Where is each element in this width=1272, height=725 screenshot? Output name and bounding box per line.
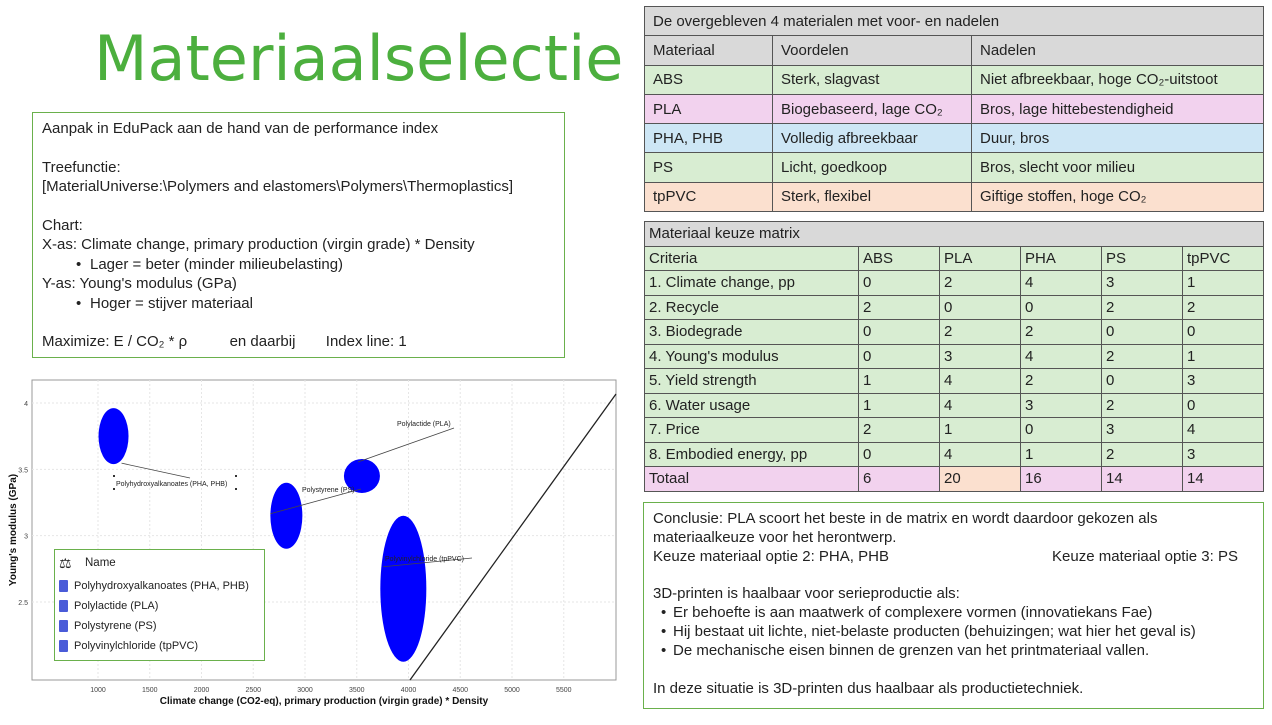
cell: 2 (1183, 295, 1264, 320)
data-label: Polyhydroxyalkanoates (PHA, PHB) (116, 481, 228, 488)
cell: 2 (940, 271, 1021, 296)
cell: 4 (1183, 418, 1264, 443)
selection-handle (113, 488, 115, 490)
cell: 3 (1183, 369, 1264, 394)
cell: 1 (859, 393, 940, 418)
list-item: • De mechanische eisen binnen de grenzen van het printmateriaal vallen. (673, 641, 1254, 660)
cell: 2 (859, 418, 940, 443)
matrix-header: PLA (940, 246, 1021, 271)
cell: 2 (1021, 369, 1102, 394)
x-tick-label: 2000 (193, 687, 210, 694)
printing-list (653, 603, 1254, 660)
matrix-header: PHA (1021, 246, 1102, 271)
y-bullet: • Hoger = stijver materiaal (42, 294, 555, 314)
chart-svg (0, 372, 620, 720)
legend-scale-icon: ⚖ (59, 555, 72, 571)
data-ellipse (270, 483, 302, 549)
x-tick-label: 2500 (245, 687, 262, 694)
cell: Giftige stoffen, hoge CO₂ (972, 182, 1264, 211)
matrix-header: PS (1102, 246, 1183, 271)
cell: 2. Recycle (645, 295, 859, 320)
option-2: Keuze materiaal optie 2: PHA, PHB (653, 548, 889, 565)
matrix-total-row (645, 467, 1264, 492)
legend-title: Name (85, 557, 116, 569)
options-line (653, 547, 1254, 566)
x-tick-label: 4000 (400, 687, 417, 694)
cell: 0 (1183, 393, 1264, 418)
legend-label: Polyvinylchloride (tpPVC) (74, 640, 199, 652)
total-label: Totaal (645, 467, 859, 492)
x-axis-text: X-as: Climate change, primary production (virgin grade) * Density (42, 236, 475, 253)
cell: 0 (1021, 295, 1102, 320)
legend-item-ps[interactable] (59, 617, 157, 635)
legend-item-pha[interactable] (59, 577, 249, 595)
cell: PHA, PHB (645, 124, 773, 153)
cell: 1 (1183, 271, 1264, 296)
x-tick-label: 3500 (348, 687, 365, 694)
cell: 0 (859, 344, 940, 369)
option-3: Keuze materiaal optie 3: PS (1052, 548, 1238, 565)
header-nadelen: Nadelen (972, 36, 1264, 65)
cell: 4 (940, 369, 1021, 394)
legend-header (59, 554, 116, 572)
x-bullet: • Lager = beter (minder milieubelasting) (42, 255, 555, 275)
cell: 3 (940, 344, 1021, 369)
cell: 7. Price (645, 418, 859, 443)
matrix-row (645, 271, 1264, 296)
choice-matrix (644, 221, 1264, 492)
matrix-row (645, 295, 1264, 320)
y-tick-label: 2.5 (18, 600, 28, 607)
matrix-row (645, 344, 1264, 369)
matrix-title: Materiaal keuze matrix (645, 222, 1264, 247)
y-tick-label: 4 (24, 401, 28, 408)
matrix-row (645, 320, 1264, 345)
tree-path: [MaterialUniverse:\Polymers and elastomers\Polymers\Thermoplastics] (42, 178, 513, 195)
conclusion-label: Conclusie: (653, 510, 724, 527)
cell: 0 (940, 295, 1021, 320)
cell: 2 (1102, 344, 1183, 369)
cell: PLA (645, 94, 773, 123)
cell: Bros, slecht voor milieu (972, 153, 1264, 182)
y-tick-label: 3 (24, 533, 28, 541)
cell: PS (645, 153, 773, 182)
cell: 2 (1102, 393, 1183, 418)
x-tick-label: 4500 (452, 687, 469, 694)
cell: Sterk, flexibel (773, 182, 972, 211)
cell: 1 (1183, 344, 1264, 369)
cell: 3 (1102, 271, 1183, 296)
legend-label: Polylactide (PLA) (74, 600, 159, 612)
edupack-chart (0, 372, 620, 720)
cell: 3. Biodegrade (645, 320, 859, 345)
cell: 4 (940, 393, 1021, 418)
data-label: Polystyrene (PS) (302, 487, 355, 494)
x-tick-label: 1000 (90, 687, 106, 694)
x-tick-label: 5000 (504, 687, 520, 694)
data-ellipse (99, 408, 129, 464)
header-voordelen: Voordelen (773, 36, 972, 65)
total-abs: 6 (859, 467, 940, 492)
matrix-header-row (645, 246, 1264, 271)
legend-label: Polystyrene (PS) (74, 620, 157, 632)
materials-table-title: De overgebleven 4 materialen met voor- en nadelen (645, 7, 1264, 36)
cell: Licht, goedkoop (773, 153, 972, 182)
page-title: Materiaalselectie (94, 22, 624, 95)
table-row (645, 182, 1264, 211)
cell: 0 (859, 320, 940, 345)
y-tick-label: 3.5 (18, 467, 28, 475)
file-icon (59, 580, 68, 592)
list-item: • Er behoefte is aan maatwerk of complexere vormen (innovatiekans Fae) (673, 603, 1254, 622)
index-line-text: Index line: 1 (325, 333, 407, 350)
conclusion-text: PLA scoort het beste in de matrix en wordt daardoor gekozen als materiaalkeuze voor het herontwerp. (653, 510, 1158, 546)
cell: 2 (1102, 442, 1183, 467)
file-icon (59, 600, 68, 612)
cell: 4 (1021, 344, 1102, 369)
data-ellipse (380, 516, 426, 662)
list-item: • Hij bestaat uit lichte, niet-belaste producten (behuizingen; wat hier het geval is) (673, 622, 1254, 641)
cell: 1 (940, 418, 1021, 443)
cell: 3 (1021, 393, 1102, 418)
matrix-header: ABS (859, 246, 940, 271)
cell: 2 (1102, 295, 1183, 320)
conclusion-box (643, 502, 1264, 709)
cell: 4 (940, 442, 1021, 467)
matrix-row (645, 393, 1264, 418)
selection-handle (235, 488, 237, 490)
table-row (645, 124, 1264, 153)
legend-item-tppvc[interactable] (59, 637, 198, 655)
en-daarbij-text: en daarbij (229, 333, 296, 350)
cell: 3 (1102, 418, 1183, 443)
cell: 5. Yield strength (645, 369, 859, 394)
cell: 4. Young's modulus (645, 344, 859, 369)
materials-table (644, 6, 1264, 212)
file-icon (59, 640, 68, 652)
cell: 0 (1021, 418, 1102, 443)
final-statement: In deze situatie is 3D-printen dus haalbaar als productietechniek. (653, 680, 1084, 697)
matrix-row (645, 418, 1264, 443)
total-pha: 16 (1021, 467, 1102, 492)
total-pla: 20 (940, 467, 1021, 492)
cell: 0 (1102, 369, 1183, 394)
data-label: Polyvinylchloride (tpPVC) (385, 556, 464, 563)
y-axis-text: Y-as: Young's modulus (GPa) (42, 275, 237, 292)
matrix-header: tpPVC (1183, 246, 1264, 271)
cell: Sterk, slagvast (773, 65, 972, 94)
printing-heading: 3D-printen is haalbaar voor serieproductie als: (653, 585, 960, 602)
cell: Bros, lage hittebestendigheid (972, 94, 1264, 123)
matrix-header: Criteria (645, 246, 859, 271)
conclusion-paragraph (653, 509, 1254, 547)
total-tppvc: 14 (1183, 467, 1264, 492)
cell: 2 (1021, 320, 1102, 345)
y-axis-label: Young's modulus (GPa) (8, 473, 19, 587)
chart-legend[interactable] (54, 549, 265, 661)
approach-heading: Aanpak in EduPack aan de hand van de performance index (42, 120, 439, 137)
cell: 0 (859, 271, 940, 296)
cell: 0 (1183, 320, 1264, 345)
cell: 1 (859, 369, 940, 394)
selection-handle (235, 475, 237, 477)
legend-item-pla[interactable] (59, 597, 158, 615)
x-tick-label: 5500 (555, 687, 572, 694)
maximize-text: Maximize: E / CO₂ * ρ (42, 333, 188, 350)
chart-label: Chart: (42, 216, 83, 234)
cell: 0 (859, 442, 940, 467)
file-icon (59, 620, 68, 632)
cell: Volledig afbreekbaar (773, 124, 972, 153)
cell: 0 (1102, 320, 1183, 345)
x-axis-label: Climate change (CO2-eq), primary production (virgin grade) * Density (159, 696, 489, 707)
cell: 2 (940, 320, 1021, 345)
legend-label: Polyhydroxyalkanoates (PHA, PHB) (74, 580, 249, 592)
table-row (645, 94, 1264, 123)
cell: Niet afbreekbaar, hoge CO₂-uitstoot (972, 65, 1264, 94)
matrix-row (645, 369, 1264, 394)
cell: 4 (1021, 271, 1102, 296)
cell: 8. Embodied energy, pp (645, 442, 859, 467)
selection-handle (113, 475, 115, 477)
tree-label: Treefunctie: (42, 158, 121, 176)
cell: 1 (1021, 442, 1102, 467)
header-materiaal: Materiaal (645, 36, 773, 65)
x-tick-label: 3000 (297, 687, 313, 694)
x-tick-label: 1500 (141, 687, 158, 694)
cell: Duur, bros (972, 124, 1264, 153)
cell: ABS (645, 65, 773, 94)
cell: 3 (1183, 442, 1264, 467)
matrix-row (645, 442, 1264, 467)
cell: 2 (859, 295, 940, 320)
total-ps: 14 (1102, 467, 1183, 492)
table-row (645, 65, 1264, 94)
cell: 6. Water usage (645, 393, 859, 418)
maximize-line (42, 332, 555, 352)
table-row (645, 153, 1264, 182)
approach-box (32, 112, 565, 358)
data-label: Polylactide (PLA) (397, 421, 451, 428)
cell: Biogebaseerd, lage CO₂ (773, 94, 972, 123)
cell: tpPVC (645, 182, 773, 211)
cell: 1. Climate change, pp (645, 271, 859, 296)
